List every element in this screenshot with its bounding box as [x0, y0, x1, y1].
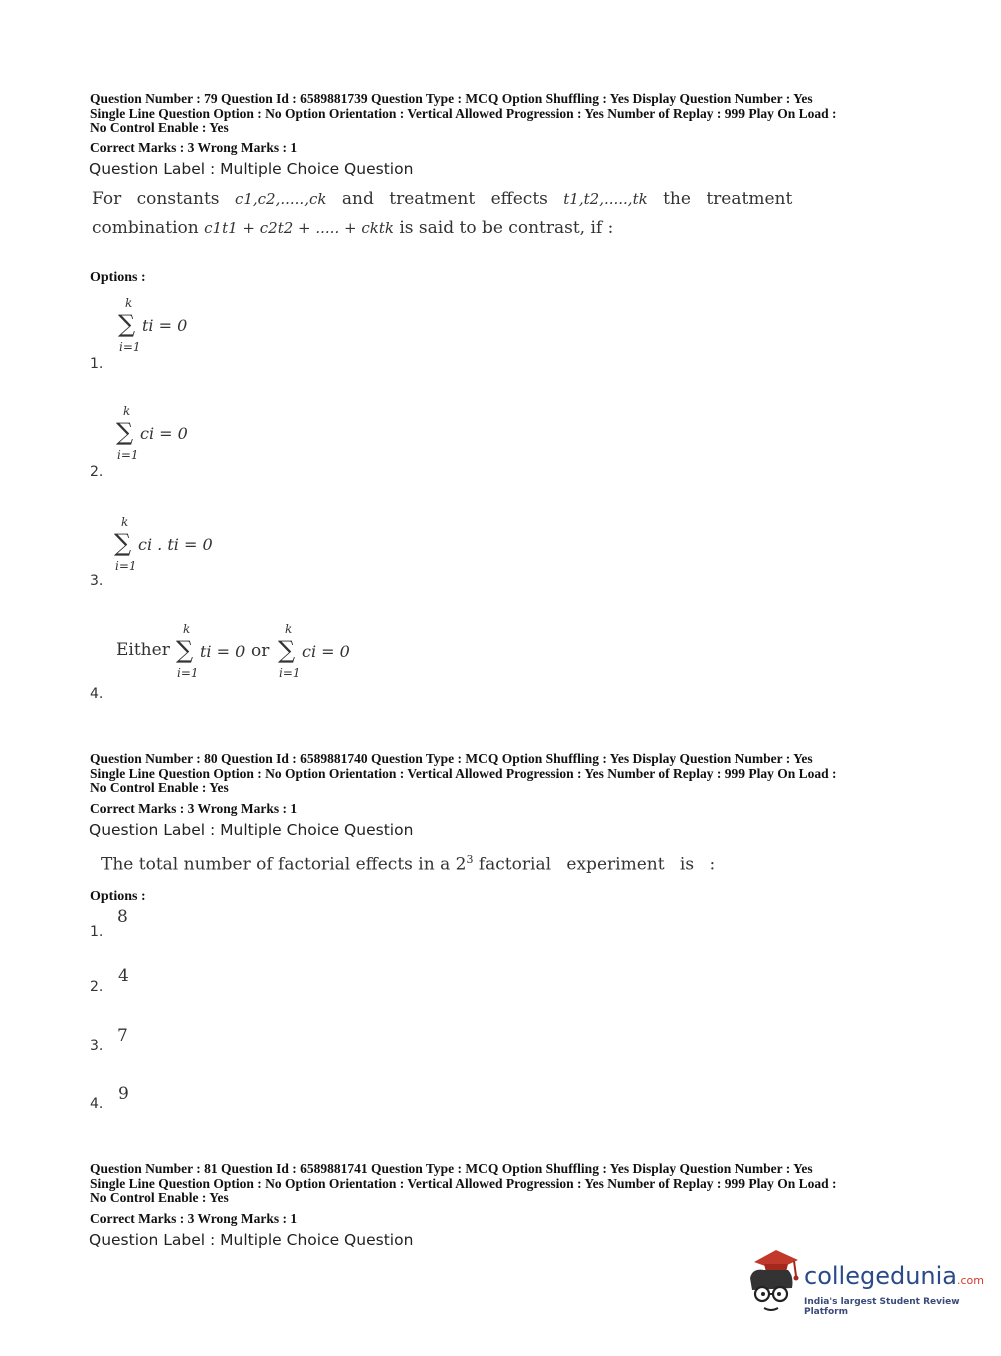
- meta-line-3: No Control Enable : Yes: [90, 780, 229, 796]
- meta-line-2: Single Line Question Option : No Option Orientation : Vertical Allowed Progression : Yes Number of Replay : 999 Play On Load :: [90, 105, 837, 121]
- q80-text-part-1: The total number of factorial effects in a: [101, 854, 451, 875]
- q79-option-4-joiner: or: [251, 641, 270, 661]
- question-80-options-heading: Options :: [90, 889, 146, 904]
- q79-constants-list: c1,c2,.....,ck: [234, 190, 327, 208]
- collegedunia-logo: [742, 1248, 985, 1318]
- question-81-marks: Correct Marks : 3 Wrong Marks : 1: [90, 1211, 298, 1226]
- option-expression: ci = 0: [140, 424, 188, 443]
- q79-text-part-1: For constants: [92, 189, 220, 209]
- logo-name-suffix: .com: [957, 1274, 985, 1287]
- q79-text-part-4: combination: [92, 218, 199, 238]
- q79-option-4-prefix: Either: [116, 640, 170, 660]
- q79-option-4-number: 4.: [90, 686, 104, 702]
- mascot-icon: [742, 1248, 802, 1318]
- meta-line-1: Question Number : 79 Question Id : 6589881739 Question Type : MCQ Option Shuffling : Yes Display Question Number : Yes: [90, 91, 813, 106]
- q80-option-1-value[interactable]: 8: [117, 907, 128, 927]
- q80-power-base: 2: [455, 854, 467, 875]
- summation-upper-limit: k: [121, 515, 129, 529]
- summation-lower-limit: i=1: [279, 666, 301, 680]
- question-80-label: Question Label : Multiple Choice Question: [89, 821, 414, 839]
- sigma-icon: ∑: [176, 636, 194, 664]
- option-expression: ci = 0: [302, 642, 350, 661]
- summation-lower-limit: i=1: [117, 448, 139, 462]
- sigma-icon: ∑: [118, 310, 136, 338]
- q79-combination-expression: c1t1 + c2t2 + ..... + cktk: [204, 219, 394, 237]
- sigma-icon: ∑: [116, 418, 134, 446]
- question-80-metadata: [90, 752, 920, 796]
- meta-line-3: No Control Enable : Yes: [90, 120, 229, 136]
- sigma-icon: ∑: [114, 529, 132, 557]
- q79-text-part-5: is said to be contrast, if :: [399, 218, 614, 238]
- question-79-label: Question Label : Multiple Choice Question: [89, 160, 414, 178]
- q79-effects-list: t1,t2,.....,tk: [563, 190, 648, 208]
- summation-upper-limit: k: [183, 622, 191, 636]
- option-expression: ti = 0: [142, 316, 188, 335]
- option-expression: ci . ti = 0: [138, 535, 213, 554]
- summation-lower-limit: i=1: [115, 559, 137, 573]
- q80-option-4-number: 4.: [90, 1096, 104, 1112]
- logo-name-text: collegedunia: [804, 1262, 958, 1290]
- q79-option-1-number: 1.: [90, 356, 104, 372]
- meta-line-2: Single Line Question Option : No Option Orientation : Vertical Allowed Progression : Yes Number of Replay : 999 Play On Load :: [90, 765, 837, 781]
- q80-option-2-value[interactable]: 4: [118, 966, 129, 986]
- logo-tagline: India's largest Student Review Platform: [804, 1297, 960, 1317]
- question-80-text: [101, 845, 821, 880]
- q80-option-1-number: 1.: [90, 924, 104, 940]
- q79-text-part-3: the treatment: [663, 189, 793, 209]
- summation-upper-limit: k: [125, 296, 133, 310]
- meta-line-2: Single Line Question Option : No Option Orientation : Vertical Allowed Progression : Yes Number of Replay : 999 Play On Load :: [90, 1175, 837, 1191]
- question-80-marks: Correct Marks : 3 Wrong Marks : 1: [90, 801, 298, 816]
- q79-option-2-number: 2.: [90, 464, 104, 480]
- question-79-options-heading: Options :: [90, 270, 146, 285]
- q80-option-3-number: 3.: [90, 1038, 104, 1054]
- sigma-icon: ∑: [278, 636, 296, 664]
- question-79-marks: Correct Marks : 3 Wrong Marks : 1: [90, 140, 298, 155]
- q80-text-part-2: factorial experiment is :: [478, 854, 716, 875]
- option-expression: ti = 0: [200, 642, 246, 661]
- logo-wordmark: [804, 1262, 984, 1290]
- meta-line-3: No Control Enable : Yes: [90, 1190, 229, 1206]
- q80-option-4-value[interactable]: 9: [118, 1084, 129, 1104]
- meta-line-1: Question Number : 81 Question Id : 6589881741 Question Type : MCQ Option Shuffling : Yes Display Question Number : Yes: [90, 1161, 813, 1176]
- question-79-text: [92, 185, 812, 243]
- q79-text-part-2: and treatment effects: [341, 189, 548, 209]
- meta-line-1: Question Number : 80 Question Id : 6589881740 Question Type : MCQ Option Shuffling : Yes Display Question Number : Yes: [90, 751, 813, 766]
- question-79-metadata: [90, 92, 920, 136]
- summation-upper-limit: k: [285, 622, 293, 636]
- summation-upper-limit: k: [123, 404, 131, 418]
- q80-option-3-value[interactable]: 7: [117, 1026, 128, 1046]
- question-81-metadata: [90, 1162, 920, 1206]
- summation-lower-limit: i=1: [119, 340, 141, 354]
- summation-lower-limit: i=1: [177, 666, 199, 680]
- q80-power-exponent: 3: [466, 853, 474, 866]
- q79-option-3-number: 3.: [90, 573, 104, 589]
- q80-option-2-number: 2.: [90, 979, 104, 995]
- question-81-label: Question Label : Multiple Choice Question: [89, 1231, 414, 1249]
